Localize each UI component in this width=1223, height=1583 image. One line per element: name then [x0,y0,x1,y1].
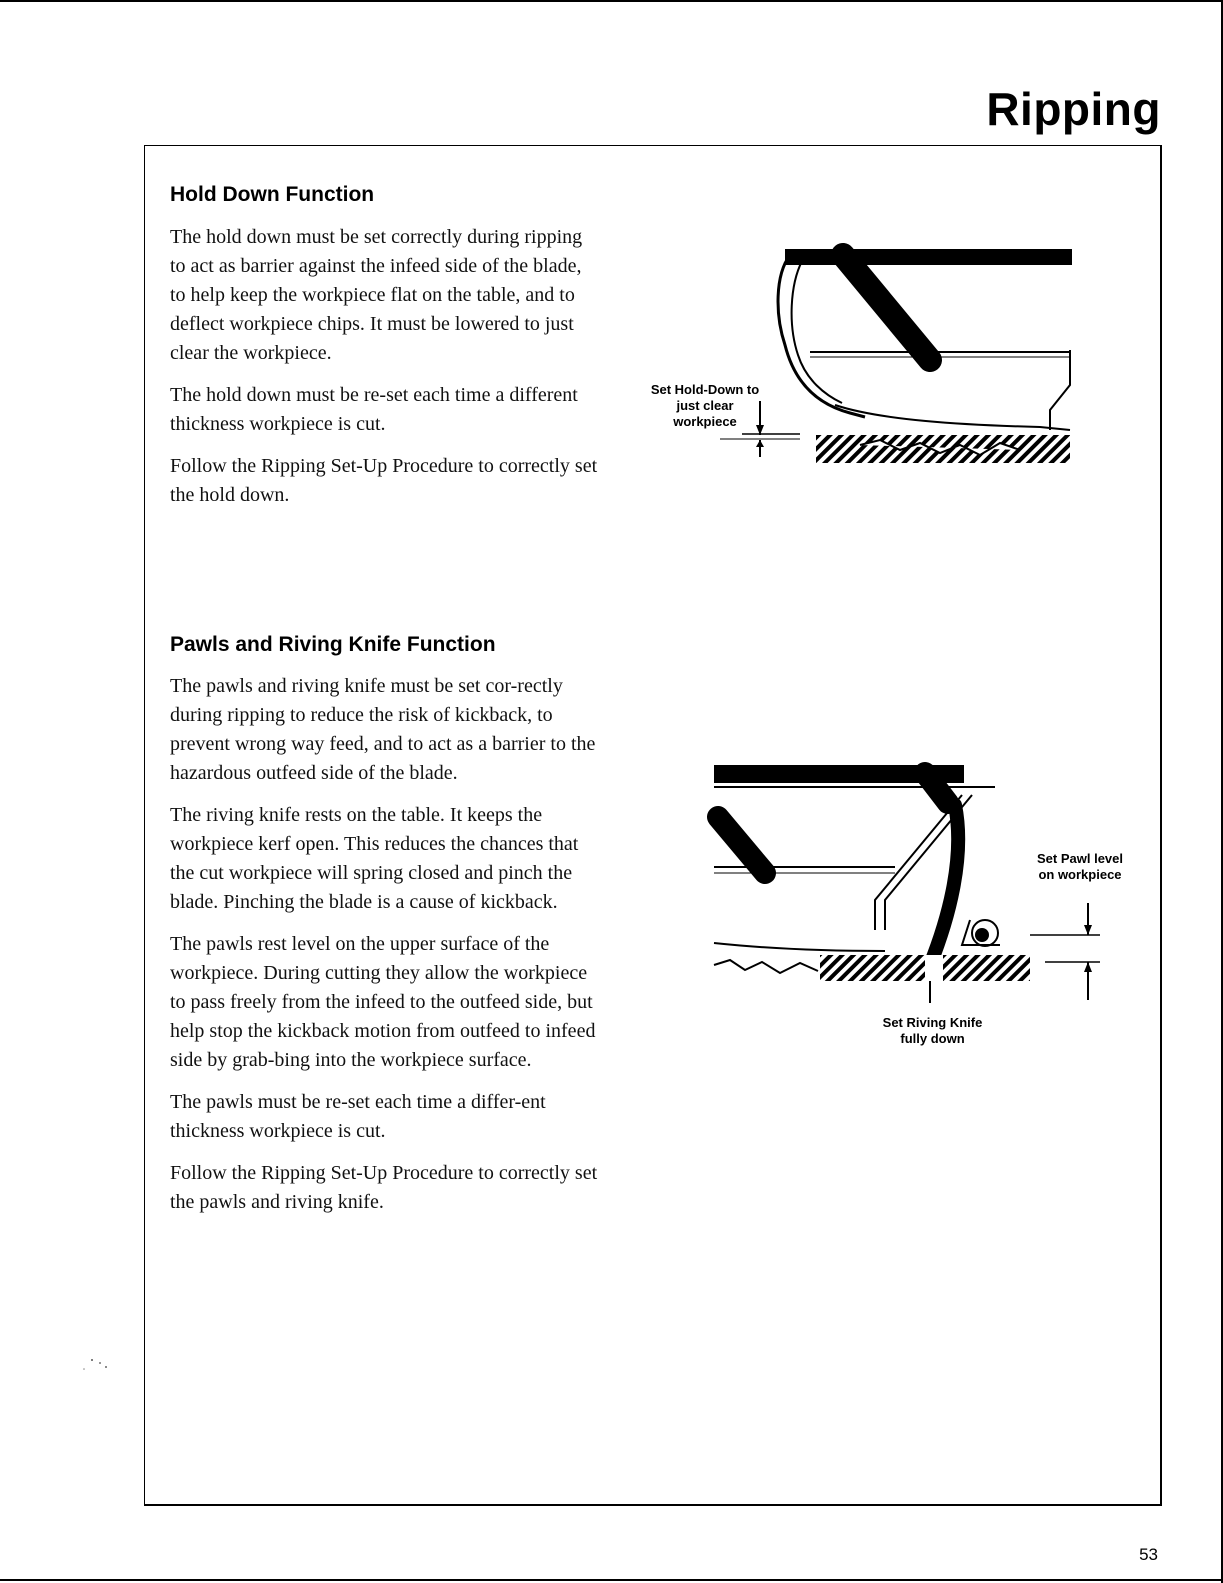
pawls-paragraph: The pawls rest level on the upper surface of the workpiece. During cutting they allow the workpiece to pass freely from the infeed to the outfeed side, but help stop the kickback motion from outfeed to infeed side by grab-bing into the workpiece surface. [170,933,596,1071]
hold-down-top-bar [785,249,1072,265]
pawls-diagram [700,755,1150,1055]
hold-down-paragraph: The hold down must be set correctly during ripping to act as barrier against the infeed side of the blade, to help keep the workpiece flat on the table, and to deflect workpiece chips. It must be lowered to just clear the workpiece. [170,226,583,364]
label-line: fully down [900,1031,965,1046]
pawl-figure-label [1010,851,1150,883]
hold-down-arm [843,255,930,360]
page-bottom-rule [0,1579,1223,1581]
pawls-paragraph: The pawls and riving knife must be set cor-rectly during ripping to reduce the risk of kickback, to prevent wrong way feed, and to act as a barrier to the hazardous outfeed side of the blade. [170,675,596,784]
label-line: workpiece [673,414,737,429]
pawls-heading: Pawls and Riving Knife Function [170,633,496,656]
pawls-paragraph: The riving knife rests on the table. It keeps the workpiece kerf open. This reduces the chances that the cut workpiece will spring closed and pinch the blade. Pinching the blade is a cause of kickback. [170,804,579,913]
pawls-figure [700,755,1150,1055]
label-line: on workpiece [1038,867,1122,882]
guard-arm-lower [718,817,765,873]
pawls-body [170,672,600,1230]
hold-down-body [170,223,600,523]
hold-down-figure [620,235,1090,485]
hold-down-heading: Hold Down Function [170,183,375,206]
page-number: 53 [1139,1545,1158,1564]
section-title: Ripping [986,83,1161,135]
hold-down-paragraph: The hold down must be re-set each time a different thickness workpiece is cut. [170,384,578,435]
hold-down-paragraph: Follow the Ripping Set-Up Procedure to correctly set the hold down. [170,455,598,506]
riving-knife-figure-label [860,1015,1005,1047]
pawls-paragraph: The pawls must be re-set each time a differ-ent thickness workpiece is cut. [170,1091,546,1142]
scan-speck [74,1355,114,1375]
hold-down-diagram [620,235,1090,485]
label-line: Set Riving Knife [882,1015,983,1030]
page-top-rule [0,0,1223,2]
label-line: Set Hold-Down to [650,382,760,397]
blade-teeth [714,960,818,973]
hold-down-figure-label [630,382,780,430]
pawls-paragraph: Follow the Ripping Set-Up Procedure to correctly set the pawls and riving knife. [170,1162,598,1213]
label-line: just clear [676,398,734,413]
label-line: Set Pawl level [1037,851,1123,866]
